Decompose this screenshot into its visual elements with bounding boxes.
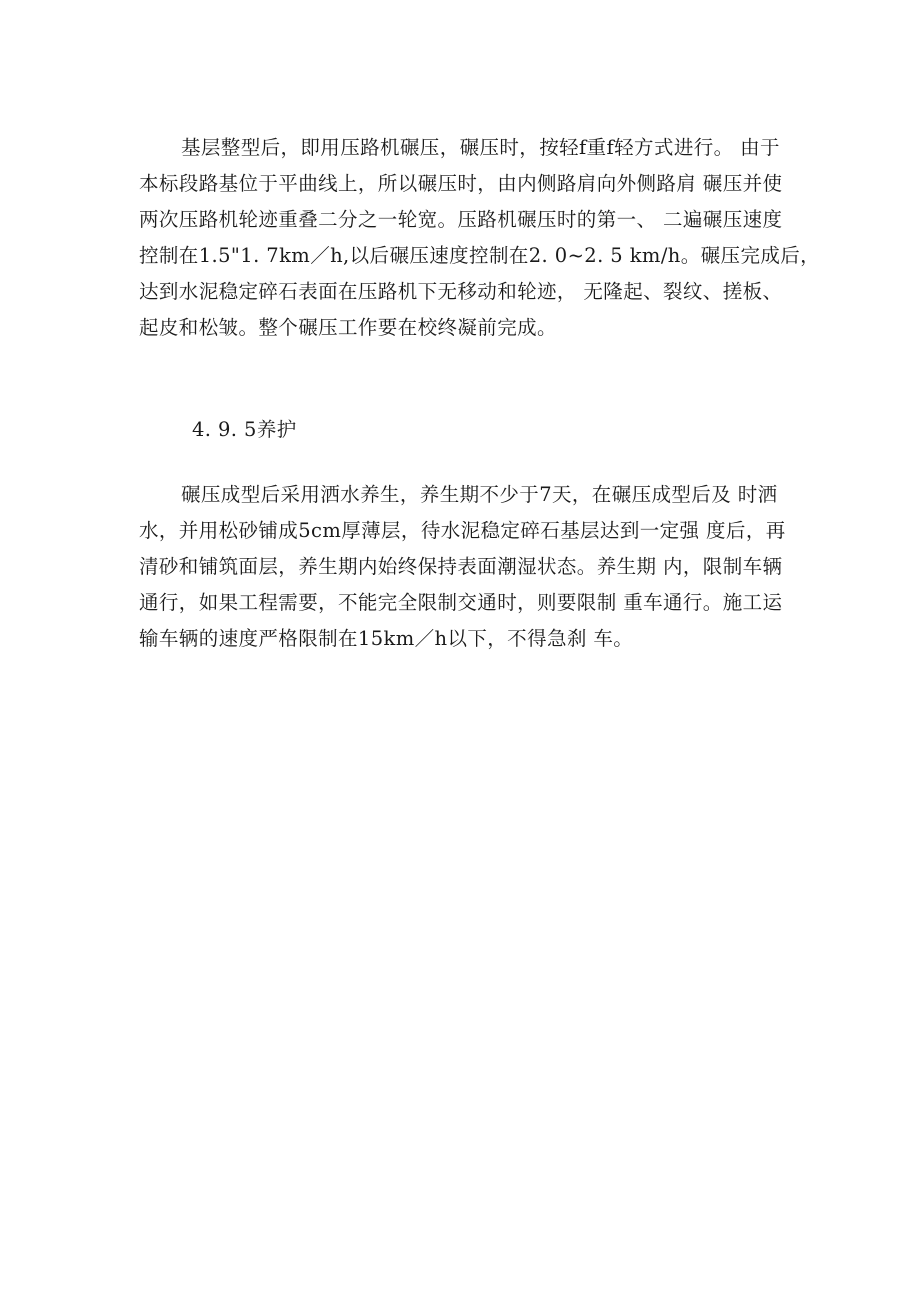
paragraph-line: 碾压成型后采用洒水养生，养生期不少于7天，在碾压成型后及 时洒 [181,483,778,506]
paragraph-line: 两次压路机轮迹重叠二分之一轮宽。压路机碾压时的第一、 二遍碾压速度 [139,208,783,231]
paragraph-line: 基层整型后，即用压路机碾压，碾压时，按轻f重f轻方式进行。 由于 [181,136,780,159]
section-heading [192,412,852,448]
paragraph-line: 清砂和铺筑面层，养生期内始终保持表面潮湿状态。养生期 内，限制车辆 [139,555,783,578]
paragraph-curing [139,477,799,657]
paragraph-line: 达到水泥稳定碎石表面在压路机下无移动和轮迹， 无隆起、裂纹、搓板、 [139,280,783,303]
paragraph-rolling-compaction [139,130,821,346]
section-heading-text: 4. 9. 5养护 [192,418,297,441]
paragraph-line: 水，并用松砂铺成5cm厚薄层，待水泥稳定碎石基层达到一定强 度后，再 [139,519,786,542]
paragraph-line: 起皮和松皱。整个碾压工作要在校终凝前完成。 [139,316,557,339]
paragraph-line: 本标段路基位于平曲线上，所以碾压时，由内侧路肩向外侧路肩 碾压并使 [139,172,783,195]
paragraph-line: 控制在1.5"1. 7km／h,以后碾压速度控制在2. 0~2. 5 km/h。碾压完成后， [139,244,821,267]
paragraph-line: 通行，如果工程需要，不能完全限制交通时，则要限制 重车通行。施工运 [139,591,783,614]
paragraph-line: 输车辆的速度严格限制在15km／h以下，不得急刹 车。 [139,627,634,650]
